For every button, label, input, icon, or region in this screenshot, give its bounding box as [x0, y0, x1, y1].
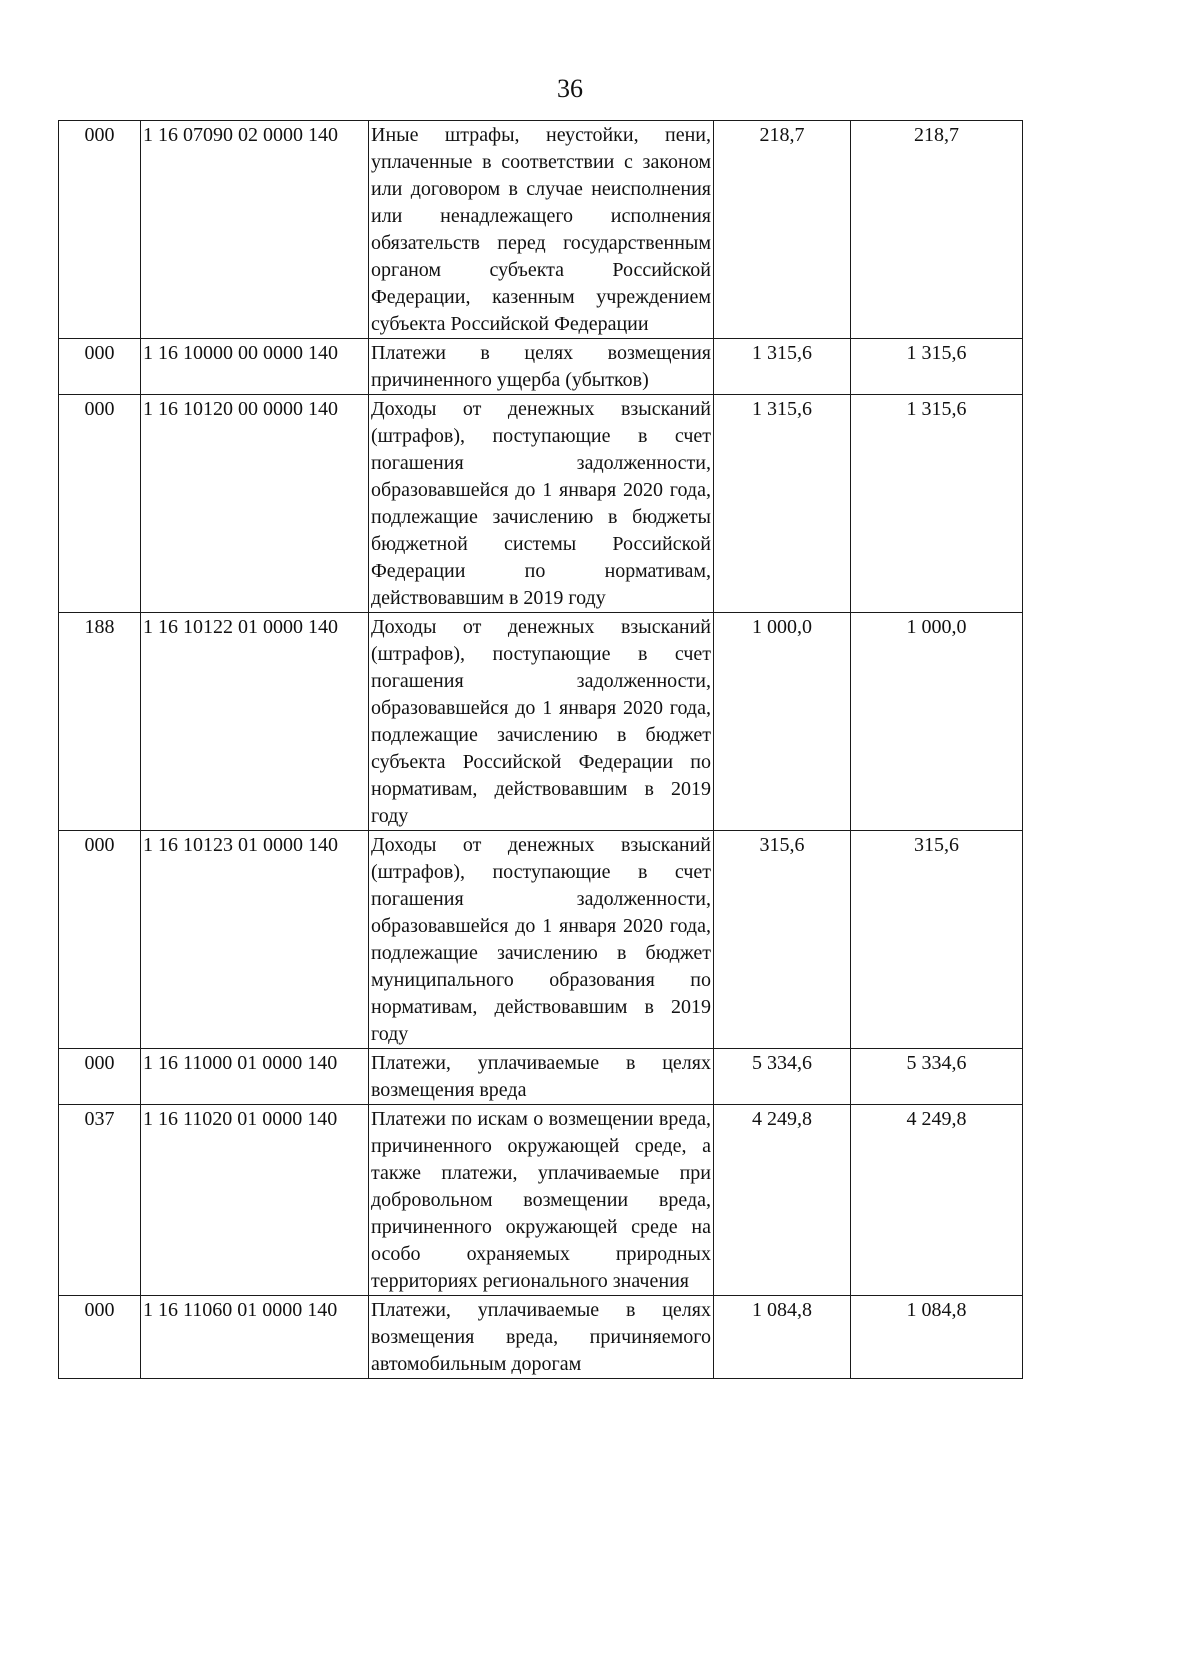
income-name-cell: Доходы от денежных взысканий (штрафов), поступающие в счет погашения задолженности, образовавшейся до 1 января 2020 года, подлежащие зачислению в бюджеты бюджетной системы Российской Федерации по нормативам, действовавшим в 2019 году — [369, 395, 714, 613]
amount-cell-1: 218,7 — [714, 121, 851, 339]
table-row — [59, 1105, 1023, 1296]
budget-code-cell: 1 16 11000 01 0000 140 — [141, 1049, 369, 1105]
amount-cell-1: 4 249,8 — [714, 1105, 851, 1296]
budget-code-cell: 1 16 10122 01 0000 140 — [141, 613, 369, 831]
amount-cell-2: 218,7 — [851, 121, 1023, 339]
revenue-table-body — [59, 121, 1023, 1379]
income-name-cell: Платежи по искам о возмещении вреда, причиненного окружающей среде, а также платежи, уплачиваемые при добровольном возмещении вреда, причиненного окружающей среде на особо охраняемых природных территориях регионального значения — [369, 1105, 714, 1296]
amount-cell-2: 5 334,6 — [851, 1049, 1023, 1105]
amount-cell-2: 1 084,8 — [851, 1296, 1023, 1379]
table-row — [59, 1296, 1023, 1379]
admin-code-cell: 000 — [59, 1296, 141, 1379]
amount-cell-1: 1 084,8 — [714, 1296, 851, 1379]
budget-code-cell: 1 16 11020 01 0000 140 — [141, 1105, 369, 1296]
amount-cell-2: 4 249,8 — [851, 1105, 1023, 1296]
admin-code-cell: 000 — [59, 339, 141, 395]
amount-cell-2: 315,6 — [851, 831, 1023, 1049]
admin-code-cell: 000 — [59, 395, 141, 613]
admin-code-cell: 000 — [59, 121, 141, 339]
amount-cell-1: 1 315,6 — [714, 395, 851, 613]
budget-code-cell: 1 16 07090 02 0000 140 — [141, 121, 369, 339]
income-name-cell: Платежи в целях возмещения причиненного ущерба (убытков) — [369, 339, 714, 395]
page-number: 36 — [557, 74, 583, 103]
admin-code-cell: 000 — [59, 1049, 141, 1105]
amount-cell-2: 1 315,6 — [851, 395, 1023, 613]
income-name-cell: Доходы от денежных взысканий (штрафов), поступающие в счет погашения задолженности, образовавшейся до 1 января 2020 года, подлежащие зачислению в бюджет субъекта Российской Федерации по нормативам, действовавшим в 2019 году — [369, 613, 714, 831]
revenue-table — [58, 120, 1023, 1379]
admin-code-cell: 037 — [59, 1105, 141, 1296]
budget-code-cell: 1 16 10120 00 0000 140 — [141, 395, 369, 613]
income-name-cell: Платежи, уплачиваемые в целях возмещения вреда, причиняемого автомобильным дорогам — [369, 1296, 714, 1379]
admin-code-cell: 188 — [59, 613, 141, 831]
table-row — [59, 831, 1023, 1049]
income-name-cell: Доходы от денежных взысканий (штрафов), поступающие в счет погашения задолженности, образовавшейся до 1 января 2020 года, подлежащие зачислению в бюджет муниципального образования по нормативам, действовавшим в 2019 году — [369, 831, 714, 1049]
table-row — [59, 121, 1023, 339]
table-row — [59, 339, 1023, 395]
amount-cell-1: 1 315,6 — [714, 339, 851, 395]
amount-cell-1: 315,6 — [714, 831, 851, 1049]
budget-code-cell: 1 16 10123 01 0000 140 — [141, 831, 369, 1049]
table-row — [59, 395, 1023, 613]
amount-cell-2: 1 315,6 — [851, 339, 1023, 395]
amount-cell-2: 1 000,0 — [851, 613, 1023, 831]
table-row — [59, 613, 1023, 831]
table-row — [59, 1049, 1023, 1105]
amount-cell-1: 5 334,6 — [714, 1049, 851, 1105]
admin-code-cell: 000 — [59, 831, 141, 1049]
income-name-cell: Платежи, уплачиваемые в целях возмещения вреда — [369, 1049, 714, 1105]
budget-code-cell: 1 16 11060 01 0000 140 — [141, 1296, 369, 1379]
amount-cell-1: 1 000,0 — [714, 613, 851, 831]
income-name-cell: Иные штрафы, неустойки, пени, уплаченные в соответствии с законом или договором в случае неисполнения или ненадлежащего исполнения обязательств перед государственным органом субъекта Российской Федерации, казенным учреждением субъекта Российской Федерации — [369, 121, 714, 339]
budget-code-cell: 1 16 10000 00 0000 140 — [141, 339, 369, 395]
